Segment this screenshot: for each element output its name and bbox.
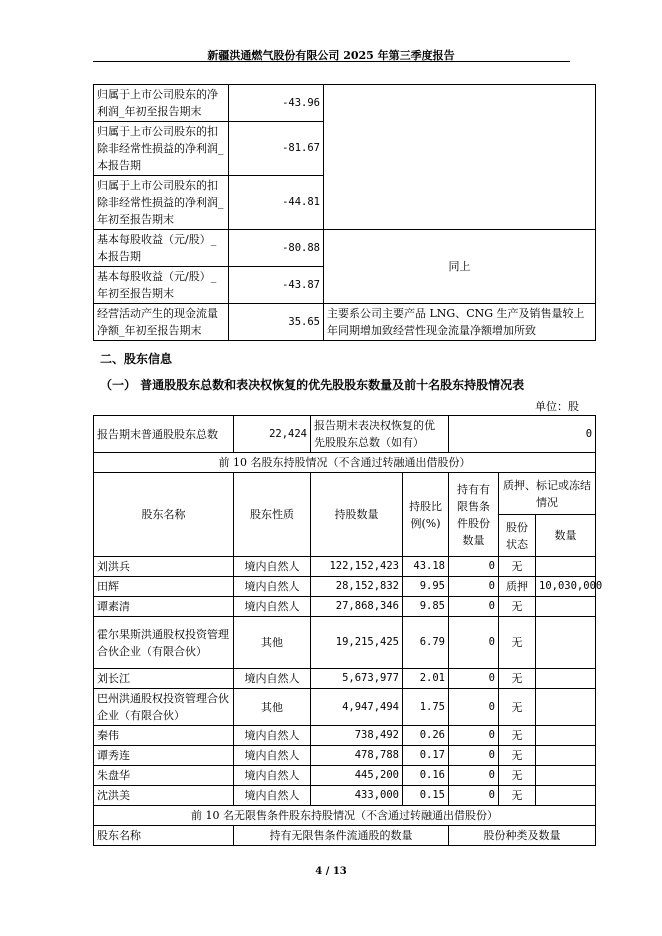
holder-shares: 122,152,423	[311, 557, 403, 577]
holder-qty: 10,030,000	[536, 577, 596, 597]
holder-name: 巴州洪通股权投资管理合伙企业（有限合伙）	[94, 689, 234, 726]
table-row	[94, 577, 596, 597]
holder-restricted: 0	[449, 577, 499, 597]
holder-ratio: 6.79	[403, 617, 449, 669]
holder-restricted: 0	[449, 726, 499, 746]
holder-nature: 境内自然人	[234, 786, 311, 806]
table-row	[94, 416, 596, 453]
holder-nature: 境内自然人	[234, 766, 311, 786]
header-nature: 股东性质	[234, 473, 311, 557]
indicator-label: 归属于上市公司股东的扣除非经常性损益的净利润_本报告期	[94, 122, 229, 176]
indicator-value: -80.88	[229, 230, 324, 267]
holder-qty	[536, 557, 596, 577]
holder-status: 无	[499, 669, 536, 689]
holder-status: 无	[499, 786, 536, 806]
holder-restricted: 0	[449, 557, 499, 577]
holder-ratio: 9.85	[403, 597, 449, 617]
table-row	[94, 689, 596, 726]
holder-qty	[536, 669, 596, 689]
holder-qty	[536, 597, 596, 617]
table-row	[94, 453, 596, 473]
holder-nature: 境内自然人	[234, 577, 311, 597]
holder-restricted: 0	[449, 597, 499, 617]
holder-shares: 5,673,977	[311, 669, 403, 689]
unrestricted-header-type: 股份种类及数量	[449, 826, 596, 846]
indicator-label: 归属于上市公司股东的扣除非经常性损益的净利润_年初至报告期末	[94, 176, 229, 230]
holder-status: 无	[499, 597, 536, 617]
holder-restricted: 0	[449, 766, 499, 786]
holder-restricted: 0	[449, 746, 499, 766]
holder-qty	[536, 786, 596, 806]
holder-shares: 738,492	[311, 726, 403, 746]
holder-status: 无	[499, 746, 536, 766]
indicator-label: 归属于上市公司股东的净利润_年初至报告期末	[94, 85, 229, 122]
holder-shares: 433,000	[311, 786, 403, 806]
holder-name: 谭秀连	[94, 746, 234, 766]
holder-name: 秦伟	[94, 726, 234, 746]
section-subtitle: （一） 普通股股东总数和表决权恢复的优先股股东数量及前十名股东持股情况表	[100, 378, 525, 392]
unit-label: 单位：股	[535, 400, 579, 413]
table-row	[94, 786, 596, 806]
indicator-label: 基本每股收益（元/股）_本报告期	[94, 230, 229, 267]
indicator-value: -43.96	[229, 85, 324, 122]
header-shares: 持股数量	[311, 473, 403, 557]
holder-qty	[536, 766, 596, 786]
table-row	[94, 557, 596, 577]
header-qty: 数量	[536, 515, 596, 557]
table-header-row	[94, 826, 596, 846]
indicator-value: 35.65	[229, 304, 324, 341]
table-row	[94, 806, 596, 826]
holder-status: 质押	[499, 577, 536, 597]
holder-restricted: 0	[449, 689, 499, 726]
pref-holders-label: 报告期末表决权恢复的优先股股东总数（如有）	[311, 416, 449, 453]
holder-nature: 境内自然人	[234, 669, 311, 689]
header-restricted: 持有有限售条件股份数量	[449, 473, 499, 557]
holder-ratio: 0.17	[403, 746, 449, 766]
report-header: 新疆洪通燃气股份有限公司 2025 年第三季度报告	[207, 49, 455, 62]
holder-restricted: 0	[449, 786, 499, 806]
header-name: 股东名称	[94, 473, 234, 557]
indicator-label: 基本每股收益（元/股）_年初至报告期末	[94, 267, 229, 304]
holder-qty	[536, 726, 596, 746]
indicator-label: 经营活动产生的现金流量净额_年初至报告期末	[94, 304, 229, 341]
holder-nature: 其他	[234, 689, 311, 726]
table-header-row	[94, 473, 596, 515]
holder-ratio: 9.95	[403, 577, 449, 597]
holder-qty	[536, 617, 596, 669]
section-title: 二、股东信息	[100, 352, 173, 366]
table-row	[94, 617, 596, 669]
table-row	[94, 304, 596, 341]
holder-ratio: 1.75	[403, 689, 449, 726]
holder-nature: 境内自然人	[234, 557, 311, 577]
holder-name: 朱盘华	[94, 766, 234, 786]
holder-name: 谭素清	[94, 597, 234, 617]
unrestricted-header-name: 股东名称	[94, 826, 234, 846]
total-holders-label: 报告期末普通股股东总数	[94, 416, 234, 453]
holder-shares: 19,215,425	[311, 617, 403, 669]
holder-shares: 478,788	[311, 746, 403, 766]
holder-name: 刘洪兵	[94, 557, 234, 577]
header-ratio: 持股比例(%)	[403, 473, 449, 557]
indicator-value: -81.67	[229, 122, 324, 176]
holder-qty	[536, 689, 596, 726]
holder-shares: 28,152,832	[311, 577, 403, 597]
total-holders-value: 22,424	[234, 416, 311, 453]
unrestricted-title: 前 10 名无限售条件股东持股情况（不含通过转融通出借股份）	[94, 806, 596, 826]
holder-nature: 境内自然人	[234, 726, 311, 746]
indicator-note-same: 同上	[324, 230, 596, 304]
header-status: 股份状态	[499, 515, 536, 557]
holder-name: 刘长江	[94, 669, 234, 689]
table-row	[94, 746, 596, 766]
page-number: 4 / 13	[315, 866, 347, 877]
holder-restricted: 0	[449, 669, 499, 689]
holder-nature: 境内自然人	[234, 597, 311, 617]
holder-ratio: 0.16	[403, 766, 449, 786]
pref-holders-value: 0	[449, 416, 596, 453]
header-divider	[93, 61, 570, 62]
holder-nature: 境内自然人	[234, 746, 311, 766]
holder-name: 沈洪美	[94, 786, 234, 806]
holder-rows	[94, 557, 603, 806]
holder-status: 无	[499, 617, 536, 669]
holder-ratio: 0.15	[403, 786, 449, 806]
holder-shares: 4,947,494	[311, 689, 403, 726]
table-row	[94, 597, 596, 617]
holder-ratio: 2.01	[403, 669, 449, 689]
holder-status: 无	[499, 766, 536, 786]
shareholder-table	[93, 415, 603, 846]
holder-shares: 27,868,346	[311, 597, 403, 617]
financial-indicator-table	[93, 84, 596, 341]
header-pledge: 质押、标记或冻结情况	[499, 473, 596, 515]
indicator-value: -44.81	[229, 176, 324, 230]
indicator-value: -43.87	[229, 267, 324, 304]
holder-shares: 445,200	[311, 766, 403, 786]
holder-restricted: 0	[449, 617, 499, 669]
holder-ratio: 43.18	[403, 557, 449, 577]
table-row	[94, 85, 596, 122]
table-row	[94, 230, 596, 267]
holder-status: 无	[499, 689, 536, 726]
holder-nature: 其他	[234, 617, 311, 669]
table-row	[94, 766, 596, 786]
unrestricted-header-qty: 持有无限售条件流通股的数量	[234, 826, 449, 846]
table-row	[94, 726, 596, 746]
top10-title: 前 10 名股东持股情况（不含通过转融通出借股份）	[94, 453, 596, 473]
holder-status: 无	[499, 726, 536, 746]
holder-qty	[536, 746, 596, 766]
indicator-note-empty	[324, 85, 596, 230]
holder-name: 田辉	[94, 577, 234, 597]
holder-name: 霍尔果斯洪通股权投资管理合伙企业（有限合伙）	[94, 617, 234, 669]
table-row	[94, 669, 596, 689]
holder-ratio: 0.26	[403, 726, 449, 746]
indicator-note-cash: 主要系公司主要产品 LNG、CNG 生产及销售量较上年同期增加致经营性现金流量净额增加所致	[324, 304, 596, 341]
holder-status: 无	[499, 557, 536, 577]
